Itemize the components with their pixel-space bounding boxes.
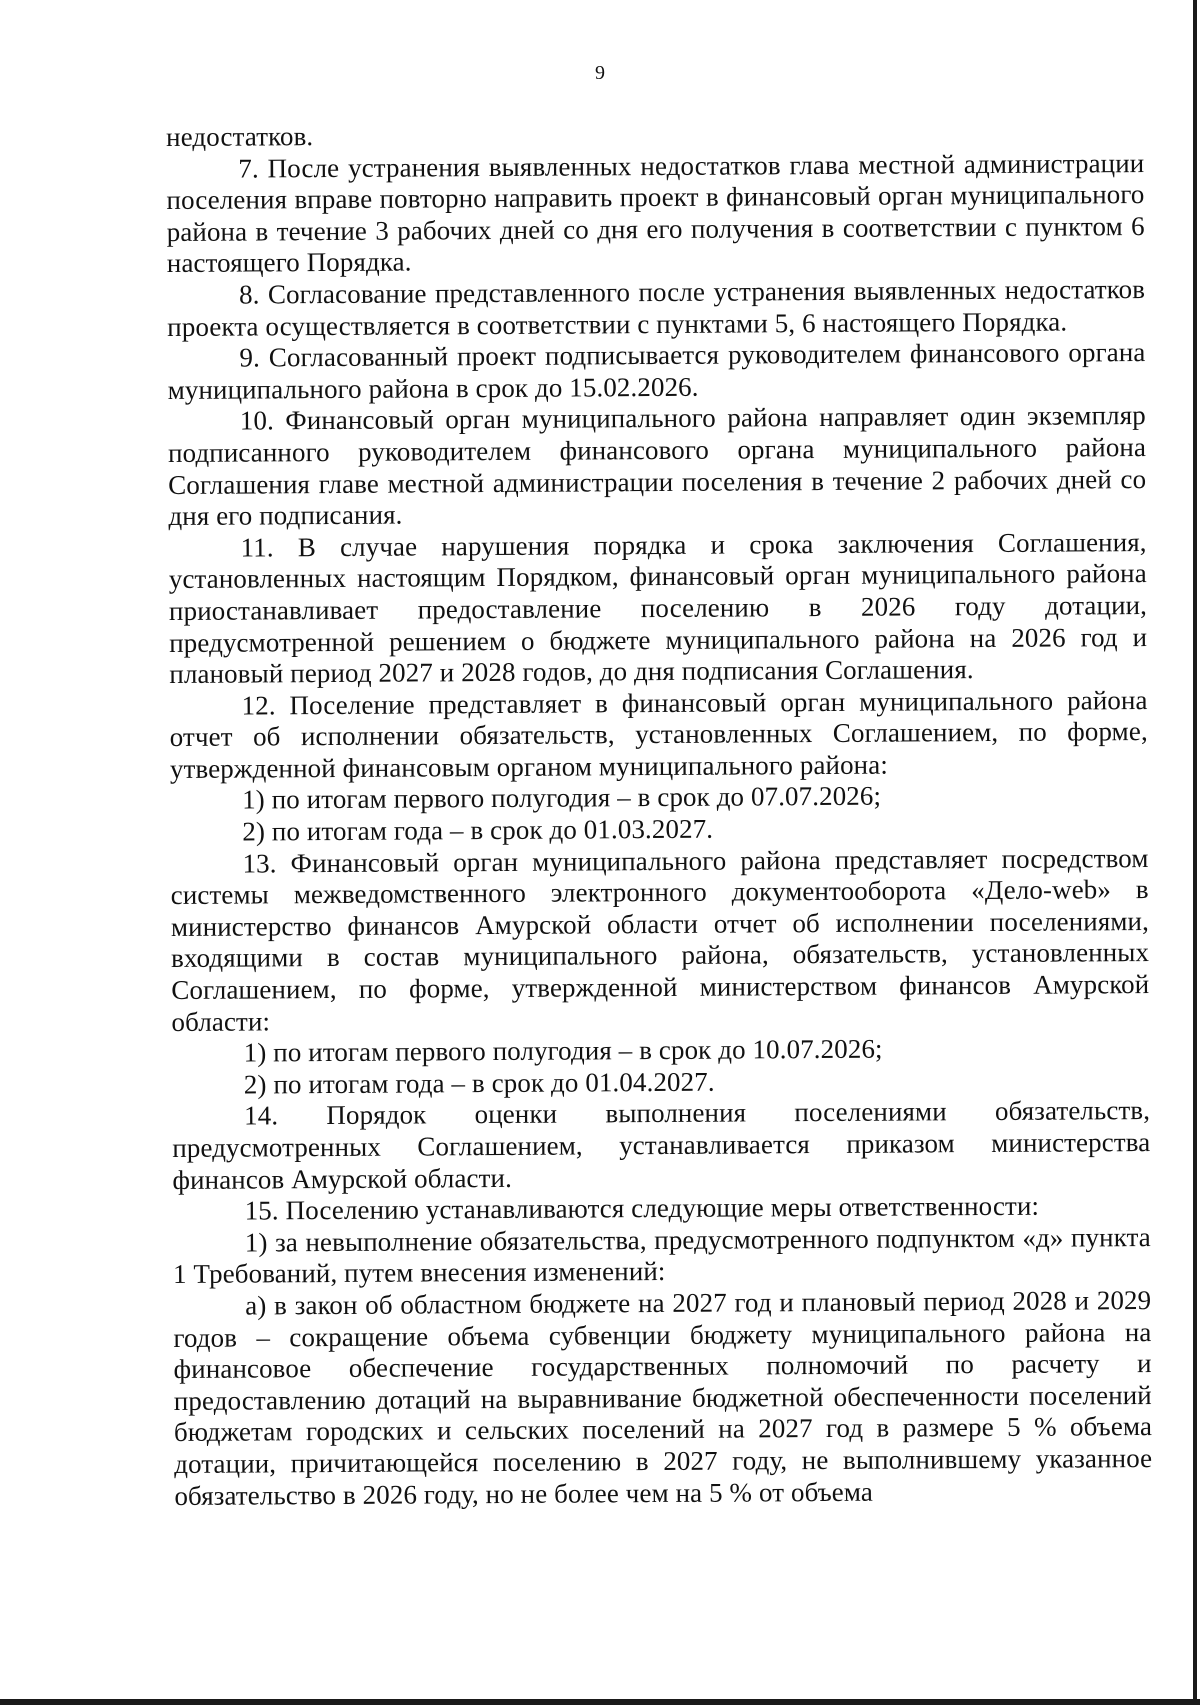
paragraph-item-11: 11. В случае нарушения порядка и срока заключения Соглашения, установленных настоящим Порядком, финансовый орган муниципального района приостанавливает предоставление поселению в 2026 году дотации, предусмотренной решением о бюджете муниципального района на 2026 год и плановый период 2027 и 2028 годов, до дня подписания Соглашения. bbox=[168, 526, 1148, 690]
paragraph-item-12-sub-1: 1) по итогам первого полугодия – в срок до 07.07.2026; bbox=[242, 781, 882, 816]
paragraph-item-12: 12. Поселение представляет в финансовый орган муниципального района отчет об исполнении обязательств, установленных Соглашением, по форме, утвержденной финансовым органом муниципального района: bbox=[169, 684, 1148, 784]
paragraph-item-13-sub-2: 2) по итогам года – в срок до 01.04.2027. bbox=[243, 1066, 715, 1100]
page-edge-right bbox=[1193, 0, 1197, 1705]
paragraph-item-13: 13. Финансовый орган муниципального района представляет посредством системы межведомственного электронного документооборота «Дело-web» в министерство финансов Амурской области отчет об исполнении поселениями, входящими в состав муниципального района, обязательств, установленных Соглашением, по форме, утвержденной министерством финансов Амурской области: bbox=[170, 842, 1150, 1037]
paragraph-item-10: 10. Финансовый орган муниципального района направляет один экземпляр подписанного руководителем финансового органа муниципального района Соглашения главе местной администрации поселения в течение 2 рабочих дней со дня его подписания. bbox=[167, 400, 1147, 532]
paragraph-item-15-sub-a: а) в закон об областном бюджете на 2027 год и плановый период 2028 и 2029 годов – сокращение объема субвенции бюджету муниципального района на финансовое обеспечение государственных полномочий по расчету и предоставлению дотаций на выравнивание бюджетной обеспеченности поселений бюджетам городских и сельских поселений на 2027 год в размере 5 % объема дотации, причитающейся поселению в 2027 году, не выполнившему указанное обязательство в 2026 году, но не более чем на 5 % от объема bbox=[173, 1284, 1153, 1511]
paragraph-item-9: 9. Согласованный проект подписывается руководителем финансового органа муниципального района в срок до 15.02.2026. bbox=[167, 337, 1146, 405]
paragraph-item-15: 15. Поселению устанавливаются следующие меры ответственности: bbox=[244, 1190, 1040, 1226]
document-body bbox=[166, 116, 1152, 1512]
paragraph-item-13-sub-1: 1) по итогам первого полугодия – в срок до 10.07.2026; bbox=[243, 1033, 883, 1068]
paragraph-item-12-sub-2: 2) по итогам года – в срок до 01.03.2027. bbox=[242, 813, 714, 847]
paragraph-item-7: 7. После устранения выявленных недостатков глава местной администрации поселения вправе повторно направить проект в финансовый орган муниципального района в течение 3 рабочих дней со дня его получения в соответствии с пунктом 6 настоящего Порядка. bbox=[166, 147, 1145, 279]
paragraph-item-8: 8. Согласование представленного после устранения выявленных недостатков проекта осуществляется в соответствии с пунктами 5, 6 настоящего Порядка. bbox=[167, 273, 1146, 342]
page-edge-bottom bbox=[0, 1699, 1200, 1705]
paragraph-item-15-sub-1: 1) за невыполнение обязательства, предусмотренного подпунктом «д» пункта 1 Требований, путем внесения изменений: bbox=[172, 1221, 1151, 1290]
paragraph-item-14: 14. Порядок оценки выполнения поселениями обязательств, предусмотренных Соглашением, устанавливается приказом министерства финансов Амурской области. bbox=[172, 1095, 1151, 1195]
page-number: 9 bbox=[595, 62, 605, 84]
paragraph-continuation: недостатков. bbox=[166, 121, 314, 152]
